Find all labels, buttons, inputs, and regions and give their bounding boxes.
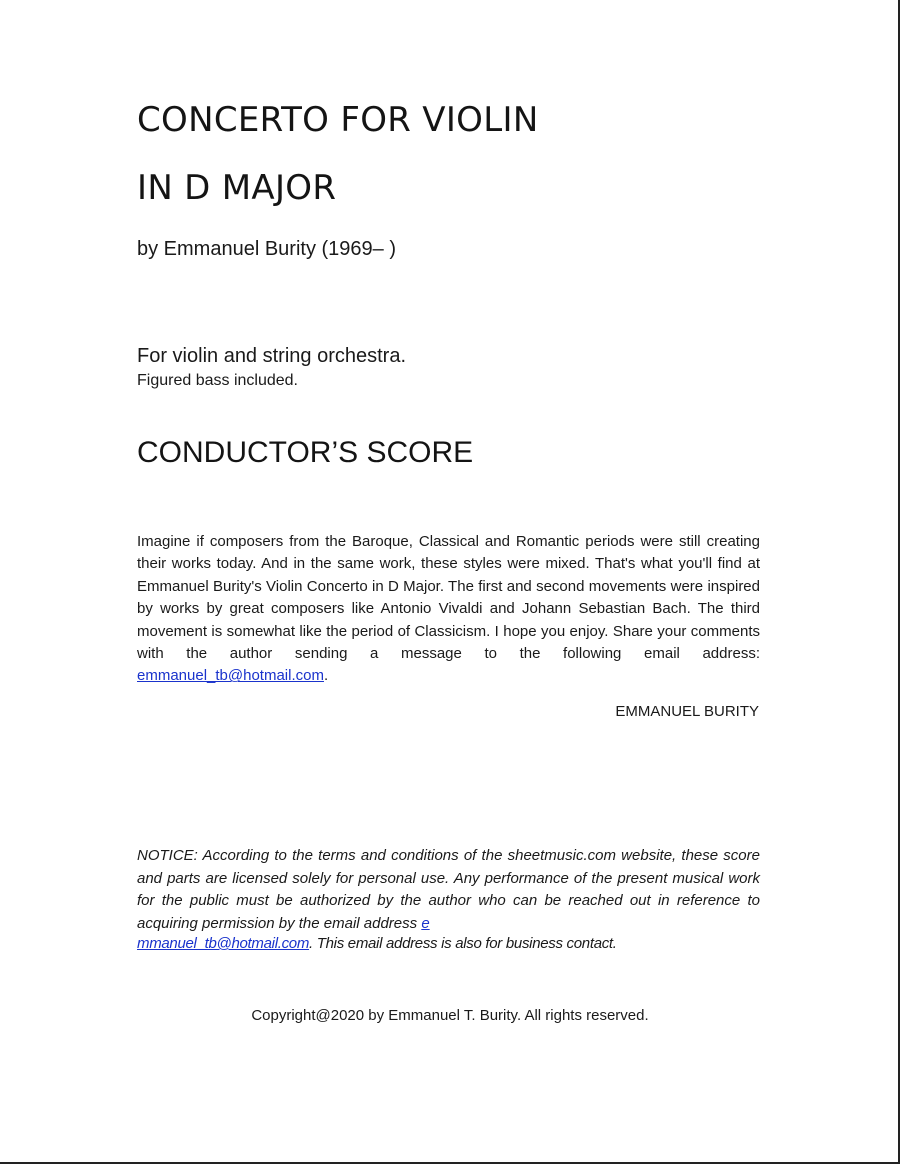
figured-bass-note: Figured bass included.: [137, 372, 298, 389]
notice-paragraph: [137, 845, 760, 935]
title-line-2: IN D MAJOR: [137, 168, 337, 208]
instrumentation: For violin and string orchestra.: [137, 345, 407, 367]
author-signature: EMMANUEL BURITY: [615, 703, 759, 720]
description-text: Imagine if composers from the Baroque, Classical and Romantic periods were still creating their works today. And in the same work, these styles were mixed. That's what you'll find at Emmanuel Burity's Violin Concerto in D Major. The first and second movements were inspired by works by great composers like Antonio Vivaldi and Johann Sebastian Bach. The third movement is somewhat like the period of Classicism. I hope you enjoy. Share your comments with the author sending a message to the following email address:: [137, 533, 760, 663]
description-email-link[interactable]: emmanuel_tb@hotmail.com: [137, 667, 324, 685]
score-type-heading: CONDUCTOR’S SCORE: [137, 436, 474, 469]
copyright-notice: Copyright@2020 by Emmanuel T. Burity. All rights reserved.: [251, 1007, 649, 1024]
composer-byline: by Emmanuel Burity (1969– ): [137, 238, 397, 260]
notice-email-link[interactable]: mmanuel_tb@hotmail.com: [137, 935, 310, 952]
description-end: .: [323, 667, 329, 685]
notice-end: . This email address is also for business contact.: [309, 935, 617, 952]
title-line-1: CONCERTO FOR VIOLIN: [137, 100, 539, 140]
notice-text: NOTICE: According to the terms and conditions of the sheetmusic.com website, these score and parts are licensed solely for personal use. Any performance of the present musical work for the public must be authorized by the author who can be reached out in reference to acquiring permission by the email address: [137, 847, 760, 932]
notice-last-line: [137, 935, 617, 952]
notice-email-link-start[interactable]: e: [421, 914, 430, 932]
description-paragraph: [137, 531, 760, 688]
